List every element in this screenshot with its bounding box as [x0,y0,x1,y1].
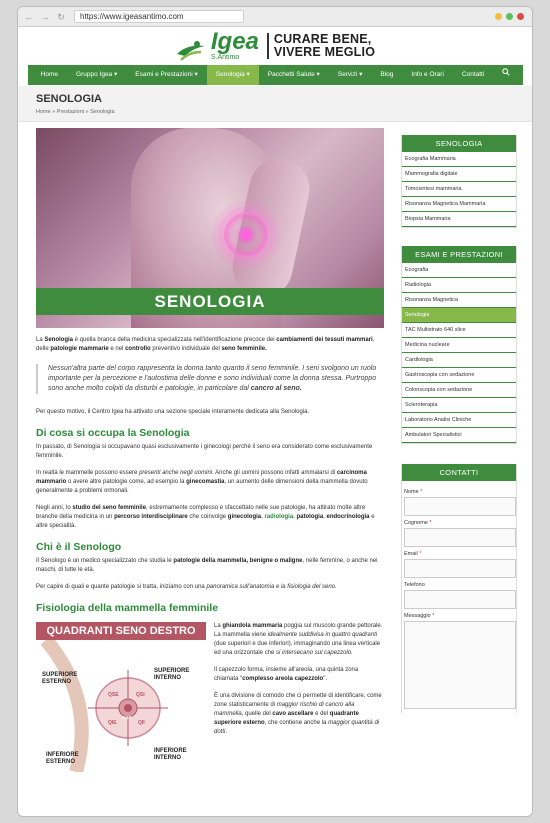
nav-item-contatti[interactable]: Contatti [461,71,485,78]
browser-window [17,6,533,817]
maximize-dot-icon[interactable] [506,13,513,20]
label-qie: QIE [108,720,117,726]
main-content [36,128,384,772]
label-inferiore-interno: INFERIORE INTERNO [154,748,187,761]
browser-toolbar [18,7,532,27]
address-bar[interactable]: https://www.igeasantimo.com [74,10,244,23]
senologia-menu-title: SENOLOGIA [402,135,516,152]
figure-body [36,640,206,772]
site-header [18,27,532,65]
site-tagline [267,33,375,59]
fis-paragraph-2: Il capezzolo forma, insieme all'areola, una quinta zona chiamata "complesso areola capezzolo". [214,667,359,682]
sidebar-item-senologia[interactable]: Senologia [402,308,516,323]
esami-menu-title: ESAMI E PRESTAZIONI [402,246,516,263]
sidebar-item-tac[interactable]: TAC Multistrato 640 slice [402,323,516,338]
site-logo[interactable] [175,30,259,62]
link-endocrinologia[interactable]: endocrinologia [326,514,370,520]
fisiologia-text [214,622,384,772]
nav-item-blog[interactable]: Blog [380,71,394,78]
close-dot-icon[interactable] [517,13,524,20]
minimize-dot-icon[interactable] [495,13,502,20]
blockquote: Nessun'altra parte del corpo rappresenta la donna tanto quanto il seno femminile. I seni svolgono un ruolo importante per la percezione e l'autostima delle donne e sono individuali come la donna stessa. Purtroppo sono anche molto colpiti da disturbi e patologie, in particolare dal cancro al seno. [36,364,384,394]
figure-title: QUADRANTI SENO DESTRO [36,622,206,640]
nav-item-gruppo-igea[interactable]: Gruppo Igea ▾ [76,71,118,78]
label-cap: CAP [122,715,132,720]
heading-cosa-si-occupa: Di cosa si occupa la Senologia [36,427,190,439]
motivo-paragraph: Per questo motivo, il Centro Igea ha attivato una sezione speciale interamente dedicata alla Senologia. [36,409,310,415]
email-field[interactable] [404,559,516,578]
forward-icon[interactable]: → [40,11,50,22]
cosa-paragraph-2: In realtà le mammelle possono essere presenti anche negli uomini. Anche gli uomini possono infatti ammalarsi di carcinoma mammario o avere altre patologie come, ad esempio la ginecomastia, un aumento delle dimensioni della mammella dovuto generalmente a problemi ormonali. [36,470,368,494]
sidebar-item-biopsia[interactable]: Biopsia Mammaria [402,212,516,227]
contact-form [402,481,516,713]
sidebar-item-mammografia[interactable]: Mammografia digitale [402,167,516,182]
sidebar-item-ecografia[interactable]: Ecografia [402,263,516,278]
telefono-label: Telefono [404,582,425,588]
sidebar-item-medicina-nucleare[interactable]: Medicina nucleare [402,338,516,353]
sidebar-item-risonanza-mammaria[interactable]: Risonanza Magnetica Mammaria [402,197,516,212]
fisiologia-section [36,622,384,772]
fis-paragraph-1: La ghiandola mammaria poggia sul muscolo grande pettorale. La mammella viene idealmente suddivisa in quattro quadranti (due superiori e due inferiori), immaginando una linea verticale ed una orizzontale che si intersecano sul capezzolo. [214,623,383,656]
email-label: Email * [404,551,422,557]
label-superiore-esterno: SUPERIORE ESTERNO [42,672,78,685]
senologia-menu [401,135,517,228]
nav-item-home[interactable]: Home [40,71,59,78]
nav-item-esami[interactable]: Esami e Prestazioni ▾ [135,71,198,78]
cognome-label: Cognome * [404,520,432,526]
window-controls [495,13,524,20]
nome-field[interactable] [404,497,516,516]
tagline-line-1: CURARE BENE, [273,32,372,46]
cosa-paragraph-1: In passato, di Senologia si occupavano quasi esclusivamente i ginecologi perché il seno era considerato come esclusivamente femminile. [36,444,373,459]
heading-chi-e-il-senologo: Chi è il Senologo [36,541,122,553]
sidebar-item-scleroterapia[interactable]: Scleroterapia [402,398,516,413]
nav-item-pacchetti[interactable]: Pacchetti Salute ▾ [267,71,320,78]
back-icon[interactable]: ← [24,11,34,22]
sidebar-item-risonanza[interactable]: Risonanza Magnetica [402,293,516,308]
label-qse: QSE [108,692,119,698]
sidebar-item-cardiologia[interactable]: Cardiologia [402,353,516,368]
sidebar-item-laboratorio[interactable]: Laboratorio Analisi Cliniche [402,413,516,428]
telefono-field[interactable] [404,590,516,609]
page-title: SENOLOGIA [36,93,103,105]
label-qsi: QSI [136,692,145,698]
cosa-paragraph-3: Negli anni, lo studio del seno femminile, estremamente complesso e sfaccettato nelle sue patologie, ha attirato molte altre branche della medicina in un percorso interdisciplinare che coinvolge ginecologia, radiologia, patologia, endocrinologia e altre specialità. [36,505,375,529]
logo-subtitle: S.Antimo [210,54,240,61]
sidebar-item-ecografia-mammaria[interactable]: Ecografia Mammaria [402,152,516,167]
esami-menu [401,246,517,444]
contatti-form-box [401,464,517,713]
search-icon[interactable] [493,65,519,85]
hero-image [36,128,384,328]
contatti-title: CONTATTI [402,464,516,481]
hero-glow-target-icon [224,213,268,257]
label-inferiore-esterno: INFERIORE ESTERNO [46,752,79,765]
sidebar-item-gastroscopia[interactable]: Gastroscopia con sedazione [402,368,516,383]
chi-paragraph-2: Per capire di quali e quante patologie si tratta, iniziamo con una panoramica sull'anatomia e la fisiologia del seno. [36,584,337,590]
link-patologia[interactable]: patologia [296,514,324,520]
sidebar-item-ambulatori[interactable]: Ambulatori Specialistici [402,428,516,443]
label-superiore-interno: SUPERIORE INTERNO [154,668,190,681]
fis-paragraph-3: È una divisione di comodo che ci permette di identificare, come zone statisticamente di maggior rischio di cancro alla mammella, quelle del cavo ascellare e del quadrante superiore esterno, che contiene anche la maggior quantità di dotti. [214,693,382,735]
quadranti-figure [36,622,206,772]
sidebar [401,135,517,713]
label-qii: QII [138,720,145,726]
nome-label: Nome * [404,489,423,495]
messaggio-label: Messaggio * [404,613,435,619]
main-navigation [28,65,523,85]
heading-fisiologia: Fisiologia della mammella femminile [36,602,219,614]
breadcrumb: Home » Prestazioni » Senologia [36,109,115,115]
runner-logo-icon [175,40,209,62]
messaggio-textarea[interactable] [404,621,516,709]
sidebar-item-colonscopia[interactable]: Colonscopia con sedazione [402,383,516,398]
link-radiologia[interactable]: radiologia [264,514,294,520]
logo-wordmark: Igea [210,28,259,55]
hero-banner: SENOLOGIA [36,288,384,315]
nav-item-info[interactable]: Info e Orari [411,71,444,78]
sidebar-item-tomosintesi[interactable]: Tomosintesi mammaria [402,182,516,197]
sidebar-item-radiologia[interactable]: Radiologia [402,278,516,293]
link-ginecologia[interactable]: ginecologia [227,514,262,520]
chi-paragraph-1: Il Senologo è un medico specializzato che studia le patologie della mammella, benigne o maligne, nelle femmine, o anche nei maschi, di tutte le età. [36,558,378,573]
intro-paragraph: La Senologia è quella branca della medicina specializzata nell'identificazione precoce dei cambiamenti dei tessuti mammari, delle patologie mammarie e nel controllo preventivo individuale del seno femminile. [36,337,375,352]
tagline-line-2: VIVERE MEGLIO [273,45,376,59]
nav-item-senologia[interactable]: Senologia ▾ [207,65,259,85]
page-title-bar [18,86,533,122]
cognome-field[interactable] [404,528,516,547]
reload-icon[interactable]: ↻ [57,11,65,22]
nav-item-servizi[interactable]: Servizi ▾ [337,71,363,78]
